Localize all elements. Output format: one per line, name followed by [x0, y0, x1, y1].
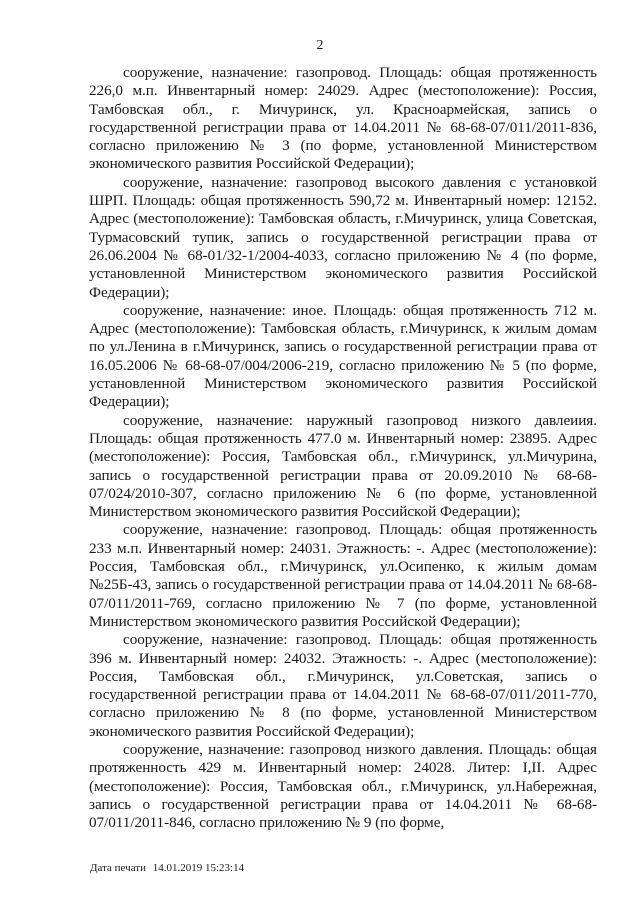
paragraph-appendix-4: сооружение, назначение: газопровод высокого давления с установкой ШРП. Площадь: общая протяженность 590,72 м. Инвентарный номер: 12152. Адрес (местоположение): Тамбовская область, г.Мичуринск, улица Советская, Турмасовский тупик, запись о государственной регистрации права от 26.06.2004 № 68-01/32-1/2004-4033, согласно приложению № 4 (по форме, установленной Министерством экономического развития Российской Федерации);: [89, 173, 597, 301]
paragraph-appendix-7: сооружение, назначение: газопровод. Площадь: общая протяженность 233 м.п. Инвентарный номер: 24031. Этажность: -. Адрес (местоположение): Россия, Тамбовская обл., г.Мичуринск, ул.Осипенко, к жилым домам №25Б-43, запись о государственной регистрации права от 14.04.2011 № 68-68-07/011/2011-769, согласно приложению № 7 (по форме, установленной Министерством экономического развития Российской Федерации);: [89, 521, 597, 630]
print-date-value: 14.01.2019 15:23:14: [152, 862, 245, 874]
page-number: 2: [316, 38, 324, 53]
paragraph-appendix-9: сооружение, назначение: газопровод низкого давления. Площадь: общая протяженность 429 м. Инвентарный номер: 24028. Литер: I,II. Адрес (местоположение): Россия, Тамбовская обл., г.Мичуринск, ул.Набережная, запись о государственной регистрации права от 14.04.2011 № 68-68-07/011/2011-846, согласно приложению № 9 (по форме,: [89, 740, 597, 832]
print-date-footer: [90, 862, 244, 874]
paragraph-appendix-6: сооружение, назначение: наружный газопровод низкого давлеиия. Площадь: общая протяженность 477.0 м. Инвентарный номер: 23895. Адрес (местоположение): Россия, Тамбовская обл., г.Мичуринск, ул.Мичурина, запись о государственной регистрации права от 20.09.2010 № 68-68-07/024/2010-307, согласно приложению № 6 (по форме, установленной Министерством экономического развития Российской Федерации);: [89, 411, 597, 521]
paragraph-appendix-3: сооружение, назначение: газопровод. Площадь: общая протяженность 226,0 м.п. Инвентарный номер: 24029. Адрес (местоположение): Россия, Тамбовская обл., г. Мичуринск, ул. Красноармейская, запись о государственной регистрации права от 14.04.2011 № 68-68-07/011/2011-836, согласно приложению № 3 (по форме, установленной Министерством экономического развития Российской Федерации);: [89, 64, 597, 173]
paragraph-appendix-5: сооружение, назначение: иное. Площадь: общая протяженность 712 м. Адрес (местоположение): Тамбовская область, г.Мичуринск, к жилым домам по ул.Ленина в г.Мичуринск, запись о государственной регистрации права от 16.05.2006 № 68-68-07/004/2006-219, согласно приложению № 5 (по форме, установленной Министерством экономического развития Российской Федерации);: [89, 301, 597, 411]
document-body: [89, 64, 597, 832]
paragraph-appendix-8: сооружение, назначение: газопровод. Площадь: общая протяженность 396 м. Инвентарный номер: 24032. Этажность: -. Адрес (местоположение): Россия, Тамбовская обл., г.Мичуринск, ул.Советская, запись о государственной регистрации права от 14.04.2011 № 68-68-07/011/2011-770, согласно приложению № 8 (по форме, установленной Министерством экономического развития Российской Федерации);: [89, 631, 597, 740]
print-date-label: Дата печати: [90, 862, 146, 874]
